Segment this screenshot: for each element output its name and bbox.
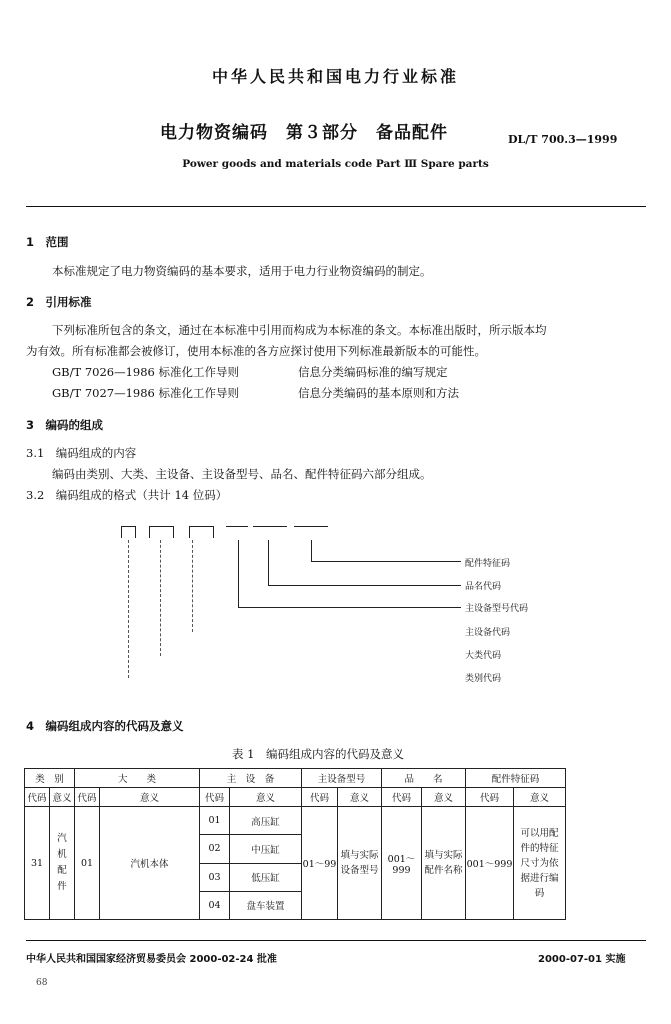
section-1-heading: 1 范围 [26,235,69,249]
sub-code: 代码 [200,788,230,807]
name-meaning: 填与实际配件名称 [422,807,466,920]
sub-meaning: 意义 [100,788,200,807]
model-meaning: 填与实际设备型号 [338,807,382,920]
header-name: 品 名 [382,769,466,788]
footer-rule [26,940,646,941]
effective-date: 2000-07-01 实施 [538,954,626,965]
doc-title: 电力物资编码 第３部分 备品配件 [160,123,448,143]
section-4-heading: 4 编码组成内容的代码及意义 [26,719,184,733]
equipment-code: 02 [200,835,230,863]
sub-code: 代码 [302,788,338,807]
sub-meaning: 意义 [514,788,566,807]
sub-meaning: 意义 [422,788,466,807]
major-code: 01 [75,807,100,920]
section-1-text: 本标准规定了电力物资编码的基本要求，适用于电力行业物资编码的制定。 [52,264,432,278]
sub-code: 代码 [25,788,50,807]
major-meaning: 汽机本体 [100,807,200,920]
category-meaning: 汽机配件 [50,807,75,920]
table-row [25,807,566,835]
section-2-heading: 2 引用标准 [26,295,92,309]
equipment-code: 04 [200,891,230,919]
sub-code: 代码 [75,788,100,807]
table-header-row [25,769,566,788]
equipment-meaning: 中压缸 [230,835,302,863]
equipment-meaning: 高压缸 [230,807,302,835]
label-name-code: 品名代码 [465,582,502,592]
header-feature: 配件特征码 [466,769,566,788]
sub-code: 代码 [466,788,514,807]
ref-title: 信息分类编码标准的编写规定 [298,365,448,379]
header-major: 大 类 [75,769,200,788]
section-3-2-heading: 3.2 编码组成的格式（共计 14 位码） [26,488,228,502]
ref-code: GB/T 7026—1986 标准化工作导则 [52,365,240,379]
sub-meaning: 意义 [230,788,302,807]
model-code: 01～99 [302,807,338,920]
label-major-code: 大类代码 [465,651,502,661]
section-2-text-1: 下列标准所包含的条文，通过在本标准中引用而构成为本标准的条文。本标准出版时，所示版本均 [52,323,547,337]
english-title: Power goods and materials code Part Ⅲ Spare parts [182,158,489,170]
ref-title: 信息分类编码的基本原则和方法 [298,386,459,400]
approval-text: 中华人民共和国国家经济贸易委员会 2000-02-24 批准 [26,954,277,965]
header-rule [26,206,646,207]
equipment-meaning: 盘车装置 [230,891,302,919]
doc-code: DL/T 700.3—1999 [508,133,618,146]
section-3-1-text: 编码由类别、大类、主设备、主设备型号、品名、配件特征码六部分组成。 [52,467,432,481]
header-equipment: 主 设 备 [200,769,302,788]
category-code: 31 [25,807,50,920]
section-3-heading: 3 编码的组成 [26,418,104,432]
label-equipment-code: 主设备代码 [465,628,511,638]
sub-meaning: 意义 [338,788,382,807]
header-model: 主设备型号 [302,769,382,788]
equipment-code: 03 [200,863,230,891]
section-3-1-heading: 3.1 编码组成的内容 [26,446,137,460]
sub-code: 代码 [382,788,422,807]
org-title: 中华人民共和国电力行业标准 [211,67,459,86]
label-category-code: 类别代码 [465,674,502,684]
table-subheader-row [25,788,566,807]
code-table [24,768,566,920]
page-number: 68 [36,978,48,988]
equipment-meaning: 低压缸 [230,863,302,891]
section-2-text-2: 为有效。所有标准都会被修订，使用本标准的各方应探讨使用下列标准最新版本的可能性。 [26,344,486,358]
feature-code: 001～999 [466,807,514,920]
header-category: 类 别 [25,769,75,788]
label-feature-code: 配件特征码 [465,559,511,569]
table-caption: 表 1 编码组成内容的代码及意义 [232,747,404,761]
name-code: 001～999 [382,807,422,920]
ref-code: GB/T 7027—1986 标准化工作导则 [52,386,240,400]
sub-meaning: 意义 [50,788,75,807]
equipment-code: 01 [200,807,230,835]
label-model-code: 主设备型号代码 [465,604,529,614]
feature-meaning: 可以用配件的特征尺寸为依据进行编码 [514,807,566,920]
